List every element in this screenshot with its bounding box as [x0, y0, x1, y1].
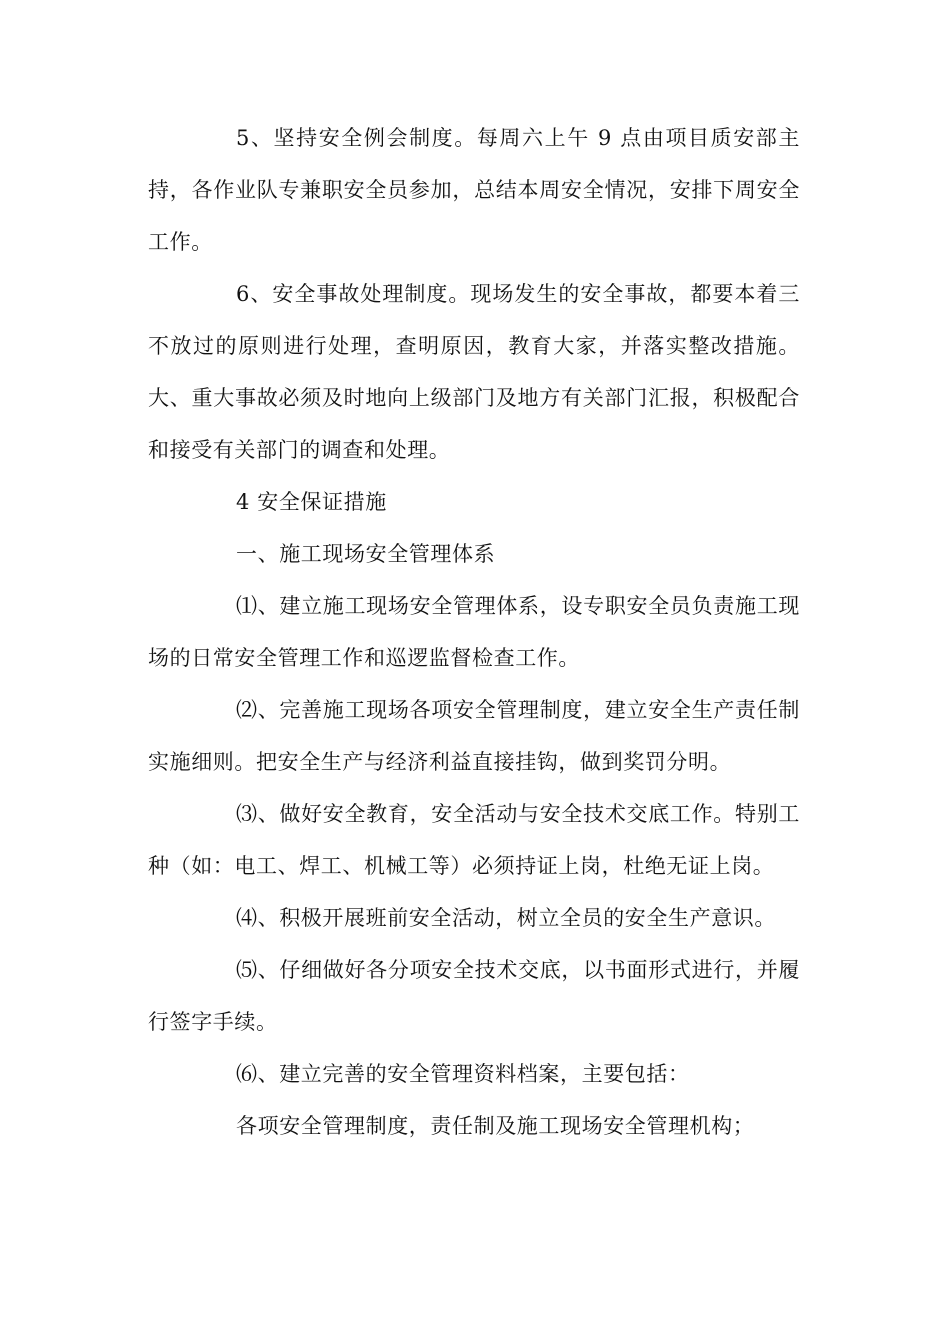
item-4: ⑷、积极开展班前安全活动，树立全员的安全生产意识。 [236, 906, 776, 930]
item-3: ⑶、做好安全教育，安全活动与安全技术交底工作。特别工种（如：电工、焊工、机械工等）必须持证上岗，杜绝无证上岗。 [148, 802, 800, 878]
section-heading-safety-measures: 4 安全保证措施 [236, 490, 387, 514]
paragraph-safety-meeting: 5、坚持安全例会制度。每周六上午 9 点由项目质安部主持，各作业队专兼职安全员参加，总结本周安全情况，安排下周安全工作。 [148, 126, 800, 254]
item-1: ⑴、建立施工现场安全管理体系，设专职安全员负责施工现场的日常安全管理工作和巡逻监督检查工作。 [148, 594, 800, 670]
paragraph-accident-handling: 6、安全事故处理制度。现场发生的安全事故，都要本着三不放过的原则进行处理，查明原因，教育大家，并落实整改措施。大、重大事故必须及时地向上级部门及地方有关部门汇报，积极配合和接受有关部门的调查和处理。 [148, 282, 800, 462]
item-6-detail: 各项安全管理制度，责任制及施工现场安全管理机构； [236, 1114, 755, 1138]
item-6: ⑹、建立完善的安全管理资料档案，主要包括： [236, 1062, 690, 1086]
document-body [148, 112, 800, 1152]
item-2: ⑵、完善施工现场各项安全管理制度，建立安全生产责任制实施细则。把安全生产与经济利益直接挂钩，做到奖罚分明。 [148, 698, 800, 774]
item-5: ⑸、仔细做好各分项安全技术交底，以书面形式进行，并履行签字手续。 [148, 958, 800, 1034]
subsection-heading-management-system: 一、施工现场安全管理体系 [236, 542, 496, 566]
